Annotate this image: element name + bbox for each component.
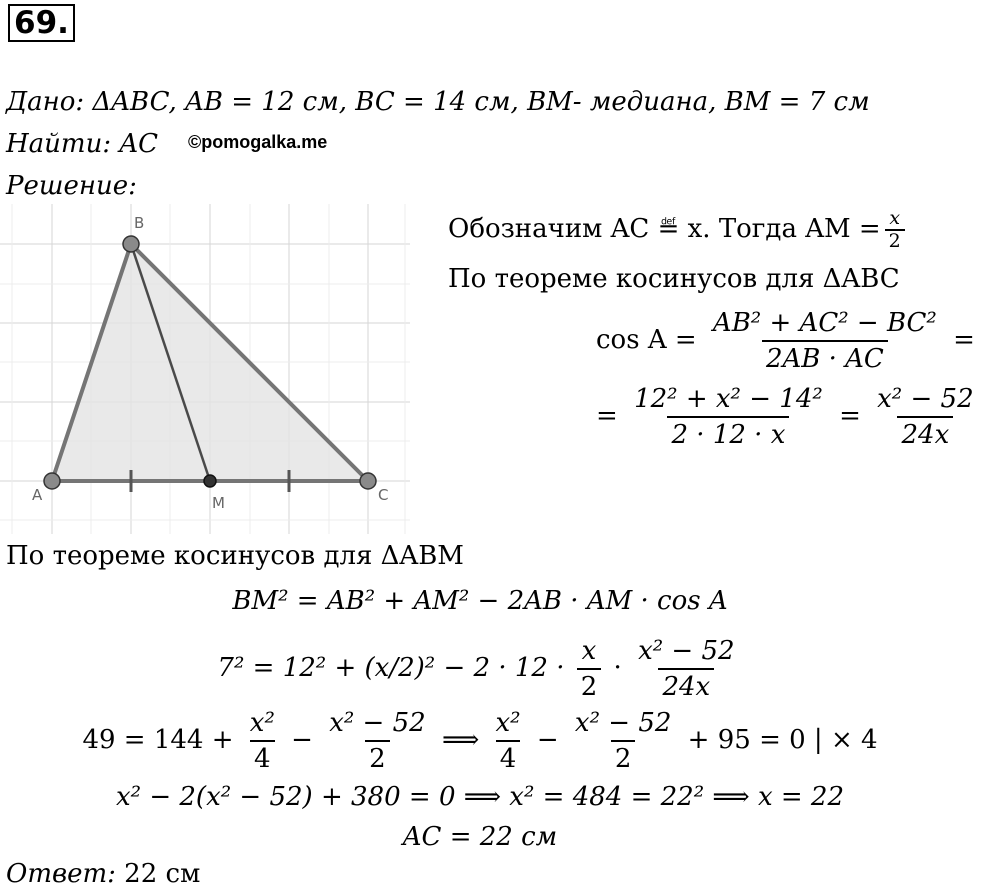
fraction-cos-value: $\frac{\text{x² − 52}}{24x}$ bbox=[638, 636, 735, 702]
given-label: Дано bbox=[6, 87, 76, 117]
point-a bbox=[44, 473, 60, 489]
given-line bbox=[6, 86, 870, 118]
cos-fraction-numeric: $\frac{\text{12² + x² − 14²}}{2 \cdot 12 \cdot x}$ bbox=[634, 384, 823, 450]
equation-result: AC = 22 см bbox=[402, 822, 558, 852]
answer-line bbox=[6, 858, 200, 890]
find-line bbox=[6, 128, 158, 160]
cos-fraction-simplified: $\frac{\text{x² − 52}}{24x}$ bbox=[877, 384, 974, 450]
given-text: : ΔABC, AB = 12 см, BC = 14 см, BM- медиана, BM = 7 см bbox=[75, 87, 870, 117]
cos-fraction-general: $\frac{\text{AB² + AC² − BC²}}{2AB \cdot AC}$ bbox=[712, 308, 937, 374]
equation-bm-squared: BM² = AB² + AM² − 2AB · AM · cos A bbox=[232, 586, 728, 616]
cosine-heading-abc: По теореме косинусов для ΔABC bbox=[448, 264, 900, 294]
cosine-heading-abm: По теореме косинусов для ΔABM bbox=[6, 541, 464, 571]
label-b: B bbox=[134, 214, 145, 232]
point-m bbox=[204, 475, 216, 487]
triangle-figure bbox=[0, 204, 420, 544]
denote-line bbox=[448, 208, 909, 252]
equation-simplify: 49 = 144 + $\frac{\text{x²}}{4}$ − $\frac{\text{x² − 52}}{2}$ ⟹ $\frac{\text{x²}}{4}$ − $\frac{\text{x² − 52}}{2}$ + 95 = 0 | × 4 bbox=[82, 708, 878, 774]
point-c bbox=[360, 473, 376, 489]
fraction-x-2: $\frac{x}{2}$ bbox=[577, 634, 602, 704]
denote-text: Обозначим AC ≝ x. Тогда AM = bbox=[448, 214, 881, 244]
point-b bbox=[123, 236, 139, 252]
answer-label: Ответ: bbox=[6, 859, 116, 889]
equation-substituted: 7² = 12² + (x/2)² − 2 · 12 · $\frac{x}{2}$ · $\frac{\text{x² − 52}}{24x}$ bbox=[0, 634, 960, 704]
fraction-x-over-2: $\frac{x}{2}$ bbox=[885, 208, 905, 252]
cos-formula-line1: cos A = $\frac{\text{AB² + AC² − BC²}}{2AB \cdot AC}$ = bbox=[596, 308, 975, 374]
label-m: M bbox=[212, 494, 225, 512]
cos-formula-line2: = $\frac{\text{12² + x² − 14²}}{2 \cdot 12 \cdot x}$ = $\frac{\text{x² − 52}}{24x}$ bbox=[596, 382, 982, 452]
label-c: C bbox=[378, 486, 389, 504]
answer-value: 22 см bbox=[124, 859, 201, 889]
problem-number: 69. bbox=[8, 4, 75, 42]
find-label: Найти bbox=[6, 129, 103, 159]
copyright-watermark: ©pomogalka.me bbox=[188, 132, 328, 152]
solution-label: Решение: bbox=[6, 171, 137, 201]
equation-solve: x² − 2(x² − 52) + 380 = 0 ⟹ x² = 484 = 22² ⟹ x = 22 bbox=[115, 782, 845, 812]
label-a: A bbox=[32, 486, 43, 504]
find-text: : AC bbox=[102, 129, 159, 159]
